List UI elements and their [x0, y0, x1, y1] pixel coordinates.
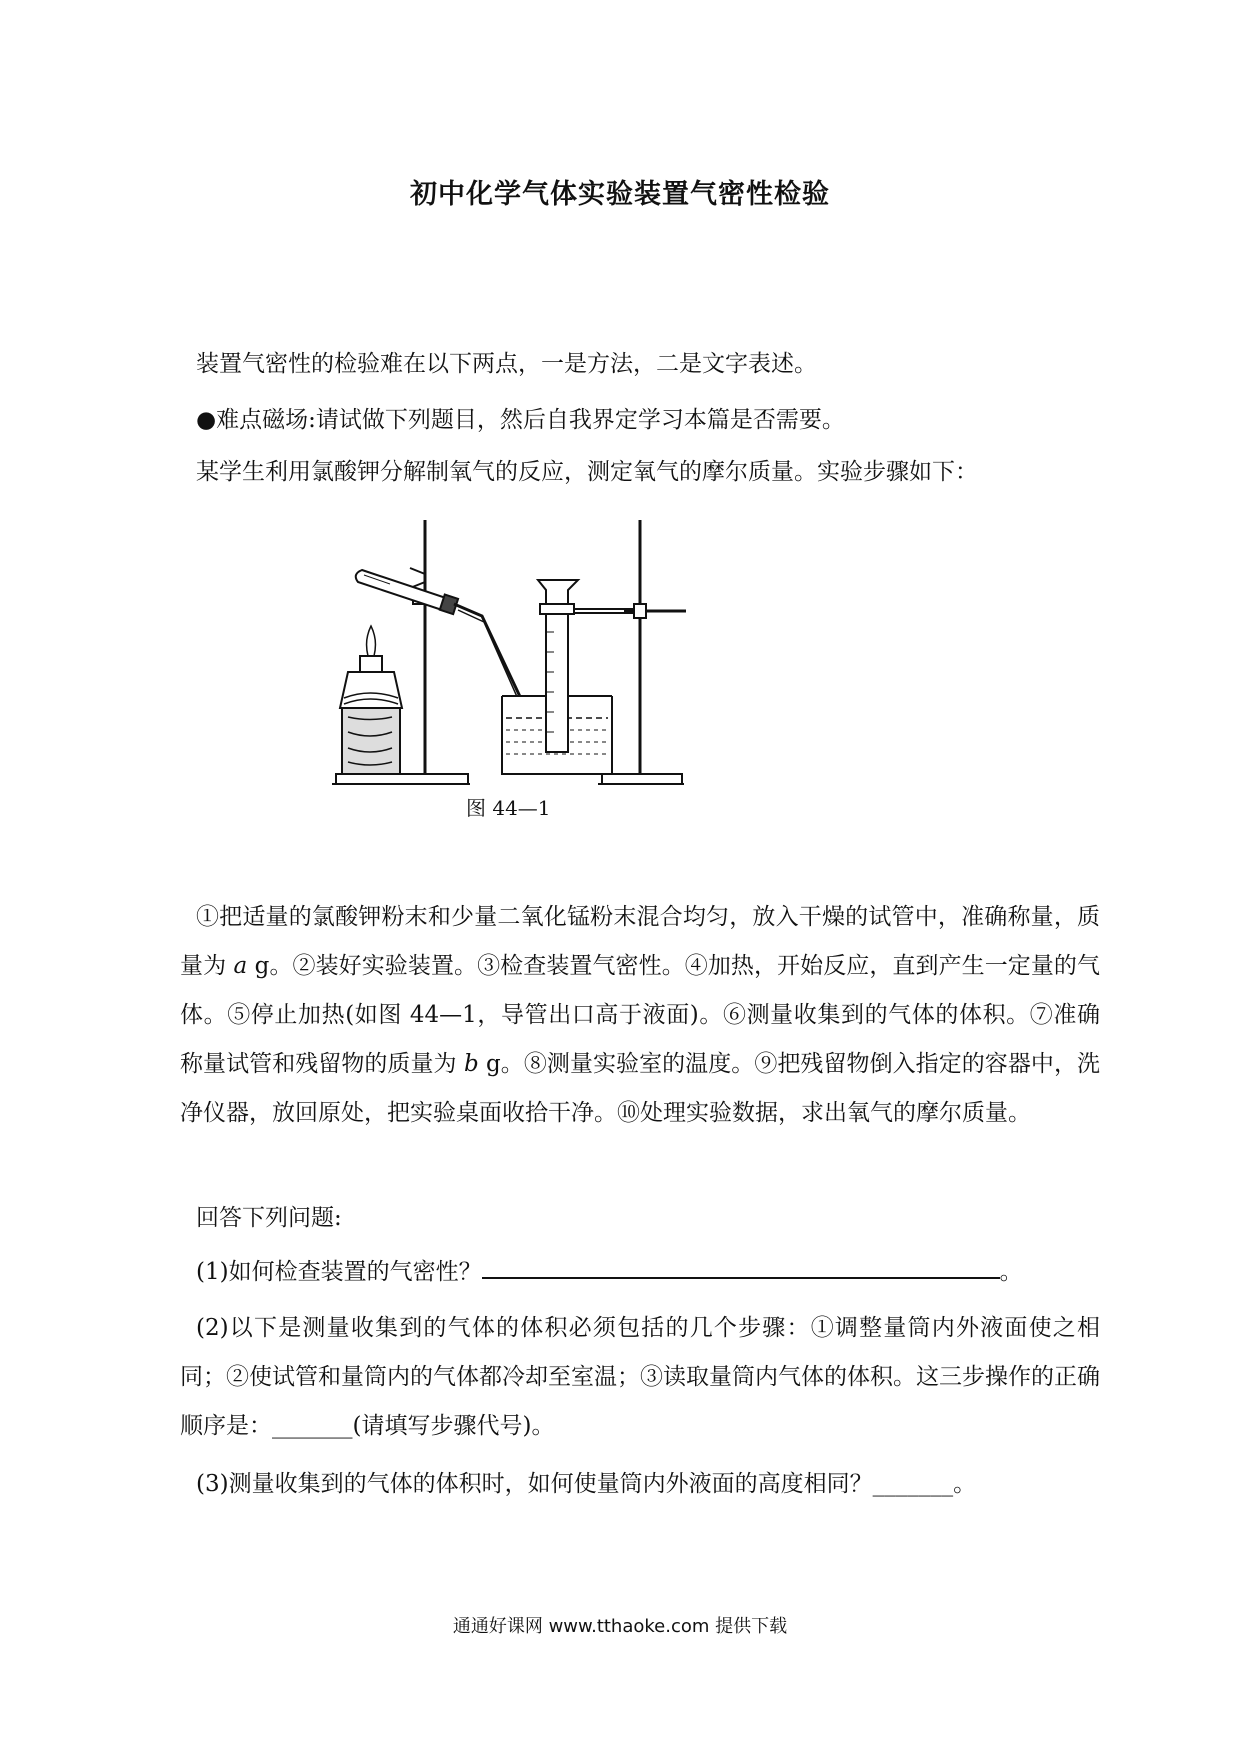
question-1-end: 。 — [999, 1259, 1023, 1285]
answer-blank-1 — [482, 1251, 1000, 1279]
variable-a: a — [233, 953, 248, 979]
questions-lead: 回答下列问题: — [196, 1205, 342, 1231]
steps-text-3: g。⑧测量实验室的温度。⑨把残留物倒入指定的容器中，洗净仪器，放回原处，把实验桌面收拾干净。⑩处理实验数据，求出氧气的摩尔质量。 — [180, 1051, 1100, 1126]
figure-caption: 图 44—1 — [466, 796, 551, 820]
question-1-text: (1)如何检查装置的气密性？ — [196, 1259, 482, 1285]
steps-text-2: g。②装好实验装置。③检查装置气密性。④加热，开始反应，直到产生一定量的气体。⑤停止加热(如图 44—1，导管出口高于液面)。⑥测量收集到的气体的体积。⑦准确称量试管和残留物的质量为 — [180, 953, 1101, 1077]
question-1 — [196, 1248, 1096, 1297]
page-footer: 通通好课网 www.tthaoke.com 提供下载 — [452, 1616, 788, 1637]
intro-paragraph-1: 装置气密性的检验难在以下两点，一是方法，二是文字表述。 — [196, 351, 817, 377]
question-3: (3)测量收集到的气体的体积时，如何使量筒内外液面的高度相同？_______。 — [196, 1471, 977, 1497]
page-title: 初中化学气体实验装置气密性检验 — [410, 179, 830, 210]
variable-b: b — [463, 1051, 479, 1077]
question-2: (2)以下是测量收集到的气体的体积必须包括的几个步骤：①调整量筒内外液面使之相同；②使试管和量筒内的气体都冷却至室温；③读取量筒内气体的体积。这三步操作的正确顺序是：_______(请填写步骤代号)。 — [180, 1315, 1100, 1439]
apparatus-figure — [330, 512, 770, 812]
steps-text-1: ①把适量的氯酸钾粉末和少量二氧化锰粉末混合均匀，放入干燥的试管中，准确称量，质量为 — [180, 904, 1100, 979]
experiment-steps — [180, 893, 1100, 1138]
intro-paragraph-3: 某学生利用氯酸钾分解制氧气的反应，测定氧气的摩尔质量。实验步骤如下： — [196, 459, 978, 485]
intro-paragraph-2: ●难点磁场:请试做下列题目，然后自我界定学习本篇是否需要。 — [196, 407, 845, 433]
